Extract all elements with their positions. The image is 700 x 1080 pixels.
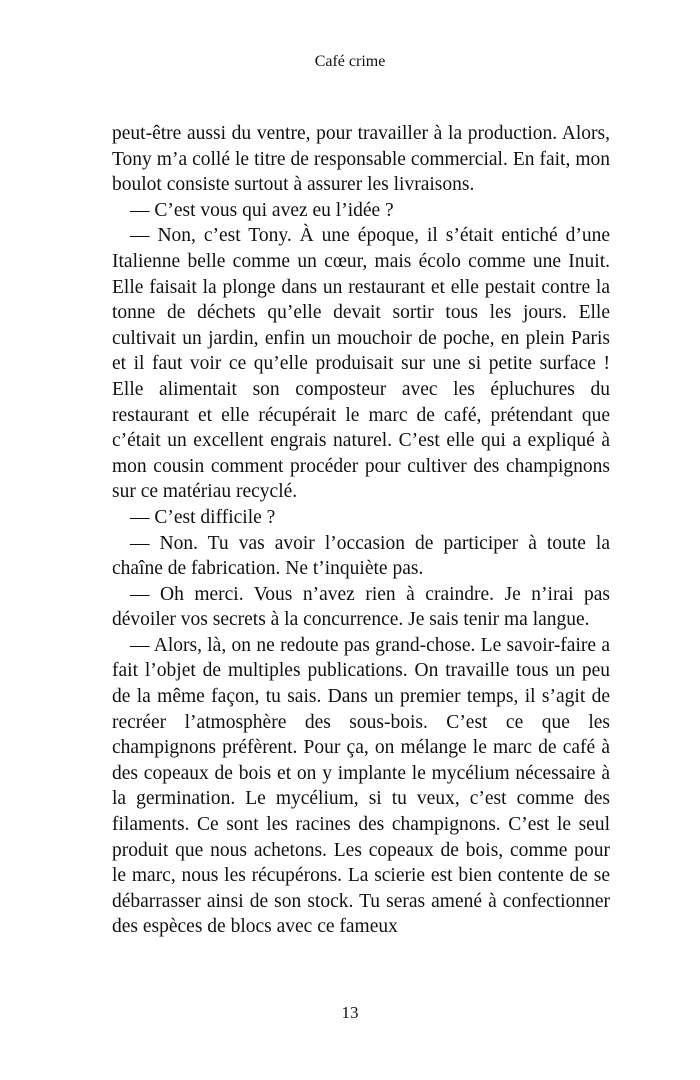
dialogue-line: — C’est vous qui avez eu l’idée ? xyxy=(130,199,394,221)
dialogue-line: — C’est difficile ? xyxy=(130,506,276,528)
body-text xyxy=(112,121,610,940)
running-title: Café crime xyxy=(314,53,386,70)
dialogue-line: — Non. Tu vas avoir l’occasion de participer à toute la chaîne de fabrication. Ne t’inquiète pas. xyxy=(112,532,610,580)
page-number: 13 xyxy=(341,1003,359,1022)
dialogue-line: — Alors, là, on ne redoute pas grand-chose. Le savoir-faire a fait l’objet de multiples publications. On travaille tous un peu de la même façon, tu sais. Dans un premier temps, il s’agit de recréer l’atmosphère des sous-bois. C’est ce que les champignons préfèrent. Pour ça, on mélange le marc de café à des copeaux de bois et on y implante le mycélium nécessaire à la germination. Le mycélium, si tu veux, c’est comme des filaments. Ce sont les racines des champignons. C’est le seul produit que nous achetons. Les copeaux de bois, comme pour le marc, nous les récupérons. La scierie est bien contente de se débarrasser ainsi de son stock. Tu seras amené à confectionner des espèces de blocs avec ce fameux xyxy=(112,634,610,938)
paragraph-continuation: peut-être aussi du ventre, pour travailler à la production. Alors, Tony m’a collé le titre de responsable commercial. En fait, mon boulot consiste surtout à assurer les livraisons. xyxy=(112,123,610,196)
dialogue-line: — Non, c’est Tony. À une époque, il s’était entiché d’une Italienne belle comme un cœur, mais écolo comme une Inuit. Elle faisait la plonge dans un restaurant et elle pestait contre la tonne de déchets qu’elle devait sortir tous les jours. Elle cultivait un jardin, enfin un mouchoir de poche, en plein Paris et il faut voir ce qu’elle produisait sur une si petite surface ! Elle alimentait son composteur avec les épluchures du restaurant et elle récupérait le marc de café, prétendant que c’était un excellent engrais naturel. C’est elle qui a expliqué à mon cousin comment procéder pour cultiver des champignons sur ce matériau recyclé. xyxy=(112,225,610,503)
dialogue-line: — Oh merci. Vous n’avez rien à craindre. Je n’irai pas dévoiler vos secrets à la concurrence. Je sais tenir ma langue. xyxy=(112,583,610,631)
